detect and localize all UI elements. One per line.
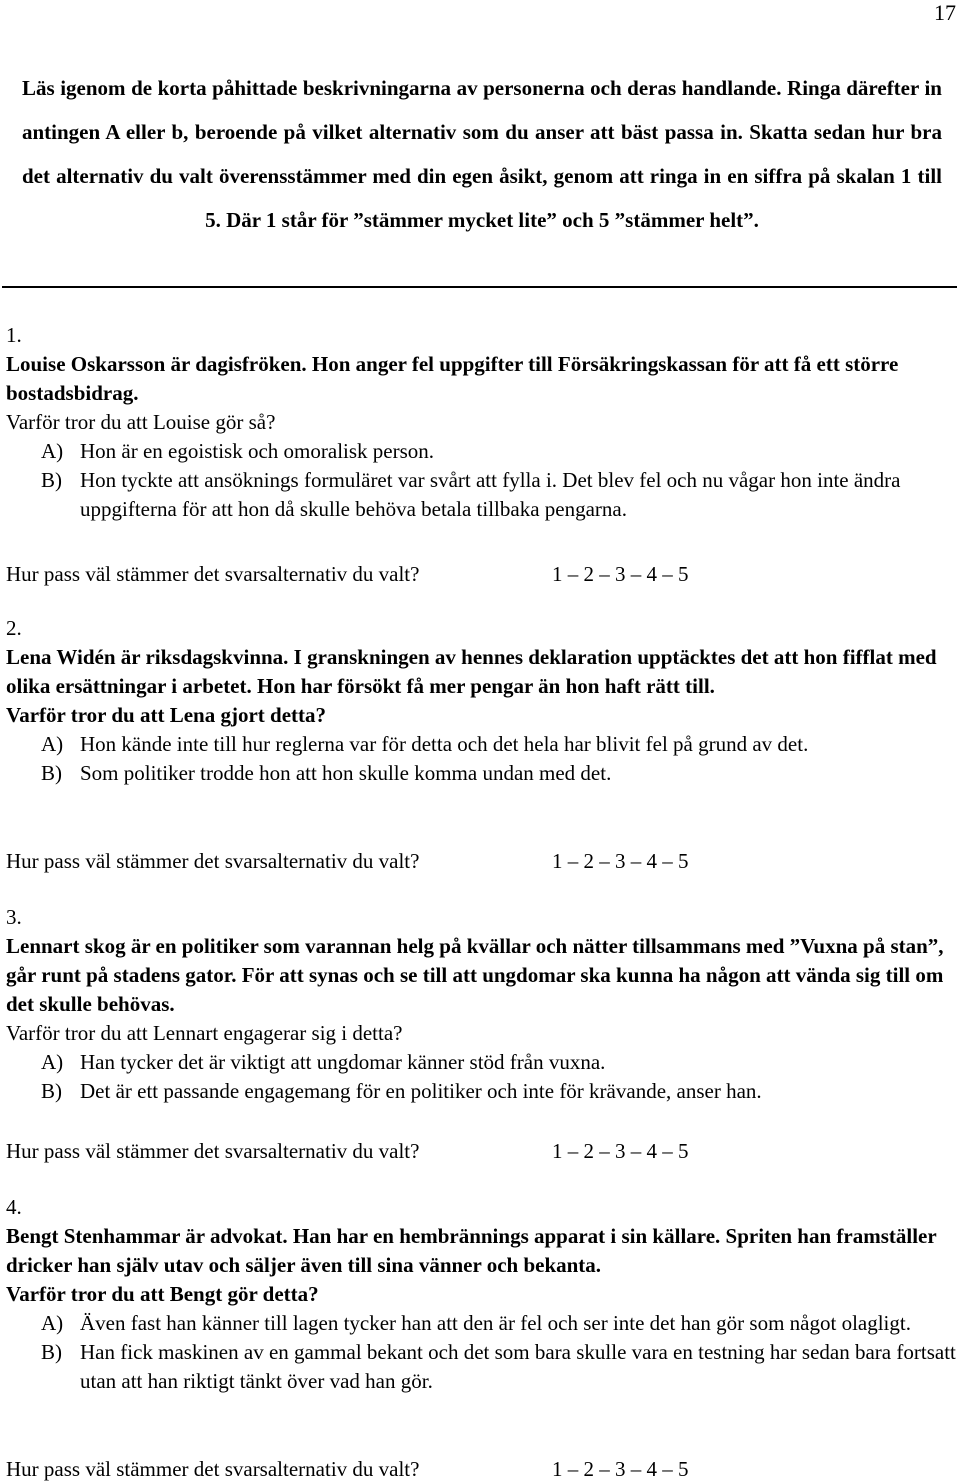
rating-line-4 [6, 1455, 946, 1484]
rating-scale[interactable]: 1 – 2 – 3 – 4 – 5 [552, 562, 689, 586]
scenario-description: Lennart skog är en politiker som varannan helg på kvällar och nätter tillsammans med ”Vuxna på stan”, går runt på stadens gator. För att synas och se till att ungdomar ska kunna ha någon att vända sig till om det skulle behövas. [6, 934, 944, 1016]
option-b[interactable] [6, 759, 956, 788]
option-letter: A) [41, 1311, 64, 1335]
option-letter: A) [41, 1050, 64, 1074]
scenario-description: Lena Widén är riksdagskvinna. I granskningen av hennes deklaration upptäcktes det att hon fifflat med olika ersättningar i arbetet. Hon har försökt få mer pengar än hon haft rätt till. [6, 645, 937, 698]
question-item-4 [6, 1193, 956, 1396]
item-number: 3. [6, 905, 22, 929]
option-b[interactable] [6, 1338, 956, 1396]
option-letter: B) [41, 761, 62, 785]
item-number: 4. [6, 1195, 22, 1219]
rating-scale[interactable]: 1 – 2 – 3 – 4 – 5 [552, 1139, 689, 1163]
scenario-description: Bengt Stenhammar är advokat. Han har en hembrännings apparat i sin källare. Spriten han framställer dricker han själv utav och säljer även till sina vänner och bekanta. [6, 1224, 937, 1277]
option-letter: B) [41, 1079, 62, 1103]
option-a[interactable] [6, 1309, 956, 1338]
option-letter: B) [41, 1340, 62, 1364]
question-text: Varför tror du att Bengt gör detta? [6, 1282, 319, 1306]
item-number: 1. [6, 323, 22, 347]
rating-question: Hur pass väl stämmer det svarsalternativ du valt? [6, 562, 420, 586]
option-text: Han fick maskinen av en gammal bekant och det som bara skulle vara en testning har sedan bara fortsatt utan att han riktigt tänkt över vad han gör. [80, 1340, 956, 1393]
horizontal-divider [2, 286, 957, 288]
option-a[interactable] [6, 730, 956, 759]
rating-scale[interactable]: 1 – 2 – 3 – 4 – 5 [552, 849, 689, 873]
option-text: Som politiker trodde hon att hon skulle komma undan med det. [80, 761, 612, 785]
rating-line-3 [6, 1137, 946, 1166]
option-a[interactable] [6, 437, 956, 466]
option-text: Hon kände inte till hur reglerna var för detta och det hela har blivit fel på grund av det. [80, 732, 809, 756]
rating-question: Hur pass väl stämmer det svarsalternativ du valt? [6, 1139, 420, 1163]
rating-line-2 [6, 847, 946, 876]
option-letter: A) [41, 439, 64, 463]
question-text: Varför tror du att Lena gjort detta? [6, 703, 327, 727]
option-b[interactable] [6, 466, 956, 524]
question-text: Varför tror du att Lennart engagerar sig i detta? [6, 1021, 403, 1045]
rating-question: Hur pass väl stämmer det svarsalternativ du valt? [6, 849, 420, 873]
rating-question: Hur pass väl stämmer det svarsalternativ du valt? [6, 1457, 420, 1481]
rating-line-1 [6, 560, 946, 589]
option-text: Han tycker det är viktigt att ungdomar känner stöd från vuxna. [80, 1050, 606, 1074]
question-item-1 [6, 321, 956, 524]
option-text: Även fast han känner till lagen tycker han att den är fel och ser inte det han gör som något olagligt. [80, 1311, 911, 1335]
page-number: 17 [934, 0, 956, 25]
option-b[interactable] [6, 1077, 956, 1106]
instructions-paragraph: Läs igenom de korta påhittade beskrivningarna av personerna och deras handlande. Ringa därefter in antingen A eller b, beroende på vilket alternativ som du anser att bäst passa in. Skatta sedan hur bra det alternativ du valt överensstämmer med din egen åsikt, genom att ringa in en siffra på skalan 1 till 5. Där 1 står för ”stämmer mycket lite” och 5 ”stämmer helt”. [22, 76, 942, 232]
option-letter: B) [41, 468, 62, 492]
question-item-2 [6, 614, 956, 788]
option-text: Hon tyckte att ansöknings formuläret var svårt att fylla i. Det blev fel och nu vågar hon inte ändra uppgifterna för att hon då skulle behöva betala tillbaka pengarna. [80, 468, 901, 521]
question-text: Varför tror du att Louise gör så? [6, 410, 276, 434]
option-text: Det är ett passande engagemang för en politiker och inte för krävande, anser han. [80, 1079, 762, 1103]
option-letter: A) [41, 732, 64, 756]
option-a[interactable] [6, 1048, 956, 1077]
item-number: 2. [6, 616, 22, 640]
scenario-description: Louise Oskarsson är dagisfröken. Hon anger fel uppgifter till Försäkringskassan för att få ett större bostadsbidrag. [6, 352, 899, 405]
rating-scale[interactable]: 1 – 2 – 3 – 4 – 5 [552, 1457, 689, 1481]
option-text: Hon är en egoistisk och omoralisk person. [80, 439, 435, 463]
question-item-3 [6, 903, 956, 1106]
